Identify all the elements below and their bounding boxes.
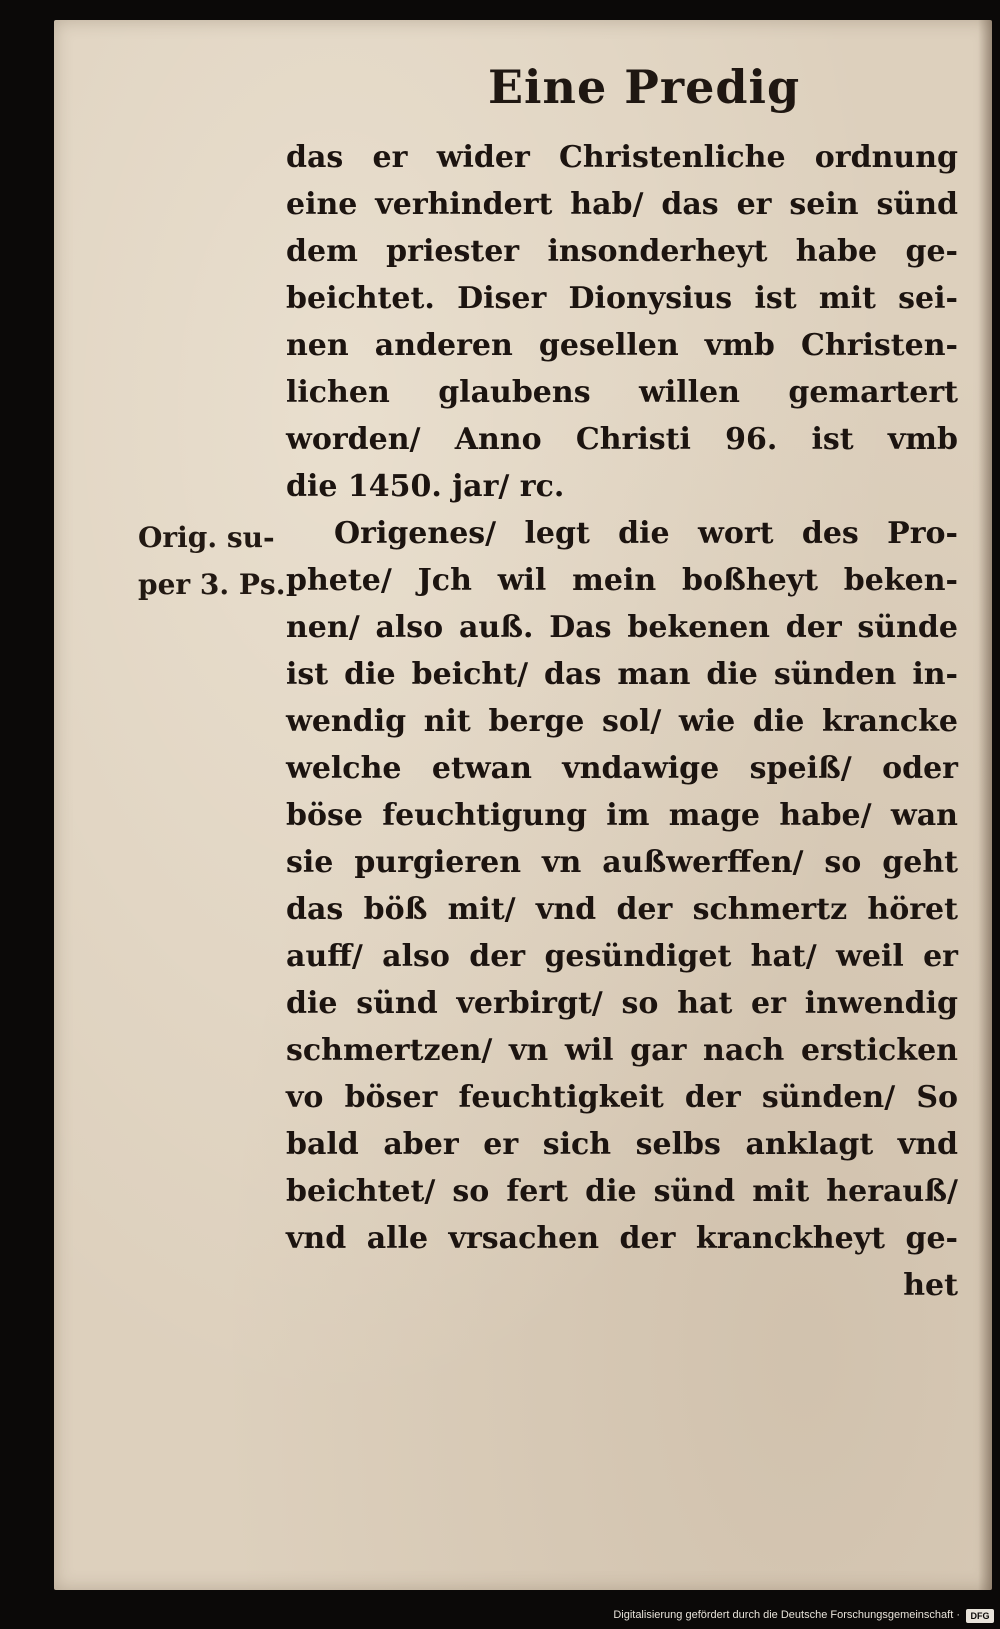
text-line: bald aber er sich selbs anklagt vnd [286, 1127, 958, 1162]
text-line: Origenes/ legt die wort des Pro- [334, 516, 958, 551]
text-line: sie purgieren vn außwerffen/ so geht [286, 845, 958, 880]
catchword: het [903, 1268, 958, 1303]
margin-note [138, 514, 288, 608]
text-line: worden/ Anno Christi 96. ist vmb [286, 422, 958, 457]
text-line: dem priester insonderheyt habe ge- [286, 234, 958, 269]
text-line: eine verhindert hab/ das er sein sünd [286, 187, 958, 222]
text-line: böse feuchtigung im mage habe/ wan [286, 798, 958, 833]
text-line: nen/ also auß. Das bekenen der sünde [286, 610, 958, 645]
page-edge-shadow [978, 20, 992, 1590]
text-line: nen anderen gesellen vmb Christen- [286, 328, 958, 363]
text-line: beichtet. Diser Dionysius ist mit sei- [286, 281, 958, 316]
margin-note-line: per 3. Ps. [138, 568, 286, 601]
text-line: auff/ also der gesündiget hat/ weil er [286, 939, 958, 974]
text-line: vnd alle vrsachen der kranckheyt ge- [286, 1221, 958, 1256]
text-line: das er wider Christenliche ordnung [286, 140, 958, 175]
text-line: beichtet/ so fert die sünd mit herauß/ [286, 1174, 958, 1209]
text-line: vo böser feuchtigkeit der sünden/ So [286, 1080, 958, 1115]
text-line: schmertzen/ vn wil gar nach ersticken [286, 1033, 958, 1068]
text-line: das böß mit/ vnd der schmertz höret [286, 892, 958, 927]
body-text [286, 134, 958, 1309]
funding-credit: Digitalisierung gefördert durch die Deutsche Forschungsgemeinschaft · [613, 1609, 960, 1621]
text-line: welche etwan vndawige speiß/ oder [286, 751, 958, 786]
text-line: die 1450. jar/ rc. [286, 469, 565, 504]
dfg-logo: DFG [966, 1609, 994, 1623]
footer-bar [0, 1603, 1000, 1629]
text-line: phete/ Jch wil mein boßheyt beken- [286, 563, 958, 598]
text-line: lichen glaubens willen gemartert [286, 375, 958, 410]
text-line: die sünd verbirgt/ so hat er inwendig [286, 986, 958, 1021]
text-line: ist die beicht/ das man die sünden in- [286, 657, 958, 692]
text-line: wendig nit berge sol/ wie die krancke [286, 704, 958, 739]
running-head: Eine Predig [488, 60, 801, 114]
margin-note-line: Orig. su- [138, 521, 275, 554]
